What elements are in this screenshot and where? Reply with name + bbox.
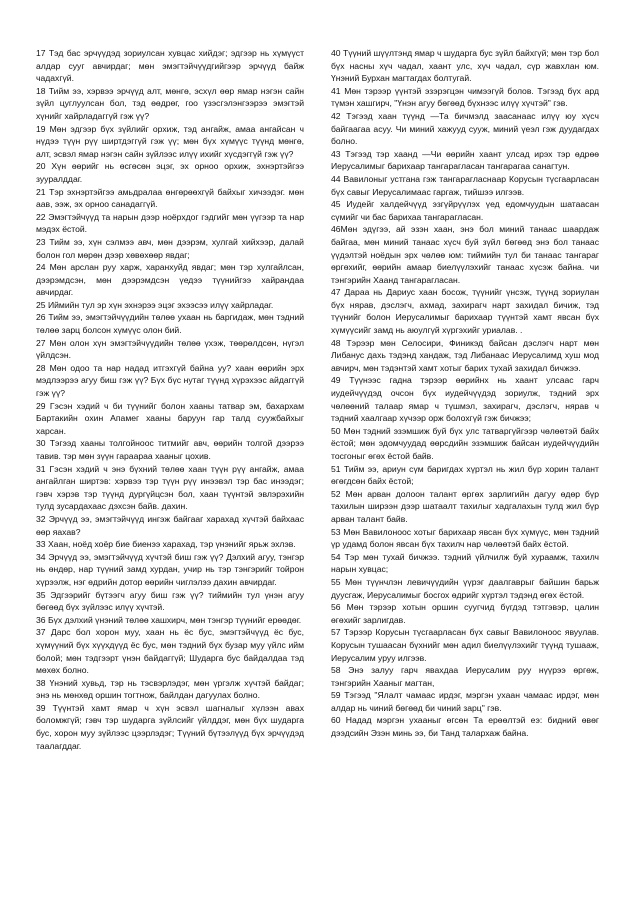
verse-52: 52 Мөн арван долоон талант өргөх зарлигийн дагуу өдөр бүр тахилын ширээн дээр шатаалт тахилыг хадгалахын тулд жил бүр арван талант байв. xyxy=(331,488,599,524)
verse-36: 36 Бүх дэлхий үнэний төлөө хашхирч, мөн тэнгэр түүнийг ерөөдөг. xyxy=(36,614,302,625)
verse-56: 56 Мөн тэрээр хотын оршин суугчид бүгдэд тэтгэвэр, цалин өгөхийг зарлигдав. xyxy=(331,602,599,625)
verse-33: 33 Хаан, ноёд хоёр бие биенээ харахад, тэр үнэнийг ярьж эхлэв. xyxy=(36,539,296,550)
verse-19: 19 Мөн эдгээр бүх зүйлийг орхиж, тэд ангайж, амаа ангайсан ч нүдээ түүн рүү ширтдэггүй гэж үү; мөн бүх хүмүүс түүнд мөнгө, алт, эсвэл ямар нэгэн сайн зүйлээс илүү ихийг хүсдэггүй гэж үү? xyxy=(36,123,304,159)
verse-45: 45 Иудейг халдейчүүд эзгүйрүүлэх үед едомчуудын шатаасан сүмийг чи бас барихаа тангарагласан. xyxy=(331,199,599,222)
verse-47: 47 Дараа нь Дариус хаан босож, түүнийг үнсэж, түүнд зориулан бүх нярав, дэслэгч, ахмад, захирагч нарт захидал бичиж, тэд түүнийг болон Иерусалимыг барихаар түүнтэй хамт явсан бүх хүмүүсийг замд нь аюулгүй хүргэхийг уриалав. . xyxy=(331,287,599,336)
left-column xyxy=(36,47,304,752)
verse-28: 28 Мөн одоо та нар надад итгэхгүй байна уу? хаан өөрийн эрх мэдлээрээ агуу биш гэж үү? Бүх бүс нутаг түүнд хүрэхээс айдаггүй гэж үү? xyxy=(36,362,304,399)
verse-41: 41 Мөн тэрээр үүнтэй эзэрэгцэн чимээгүй болов. Тэгээд бүх ард түмэн хашгирч, "Үнэн агуу бөгөөд бүхнээс илүү хүчтэй" гэв. xyxy=(331,85,599,109)
verse-53: 53 Мөн Вавилоноос хотыг барихаар явсан бүх хүмүүс, мөн тэдний үр удамд болон явсан бүх тахилч нар чөлөөтэй байх ёстой. xyxy=(331,526,599,550)
verse-21: 21 Тэр эхнэртэйгээ амьдралаа өнгөрөөхгүй байхыг хичээдэг. мөн аав, ээж, эх орноо санадаггүй. xyxy=(36,186,304,210)
verse-27: 27 Мөн олон хүн эмэгтэйчүүдийн төлөө үхэж, төөрөлдсөн, нүгэл үйлдсэн. xyxy=(36,337,304,361)
verse-37: 37 Дарс бол хорон муу, хаан нь ёс бус, эмэгтэйчүүд ёс бус, хүмүүний бүх хүүхдүүд ёс бус, мөн тэдний бүх бузар муу үйлс ийм болой; мөн тэдгээрт үнэн байдаггүй; Шударга бус байдалдаа тэд мөхөх болно. xyxy=(36,627,304,676)
verse-60: 60 Надад мэргэн ухааныг өгсөн Та ерөөлтэй еэ: бидний өвөг дээдсийн Эзэн минь ээ, би Танд талархаж байна. xyxy=(331,715,599,739)
verse-51: 51 Тийм ээ, ариун сүм баригдах хүртэл нь жил бүр хорин талант өгөгдсөн байх ёстой; xyxy=(331,463,599,487)
verse-30: 30 Тэгээд хааны толгойноос титмийг авч, өөрийн толгой дээрээ тавив. тэр мөн зүүн гараараа хааныг цохив. xyxy=(36,438,304,461)
verse-43: 43 Тэгээд тэр хаанд —Чи өөрийн хаант улсад ирэх тэр өдрөө Иерусалимыг барихаар тангарагласан тангарагаа санагтун. xyxy=(331,148,599,172)
verse-38: 38 Үнэний хувьд, тэр нь тэсвэрлэдэг, мөн үргэлж хүчтэй байдаг; энэ нь мөнхөд оршин тогтнож, байлдан дагуулах болно. xyxy=(36,677,304,701)
verse-31: 31 Гэсэн хэдий ч энэ бүхний төлөө хаан түүн рүү ангайж, амаа ангайлган ширтэв: хэрвээ тэр түүн рүү инээвэл тэр бас инээдэг; гэвч хэрэв тэр түүнд дургүйцсэн бол, хаан түүнтэй эвлэрэхийн тулд зусардахаас дэхсэн байв. дахин. xyxy=(36,463,304,512)
verse-39: 39 Түүнтэй хамт ямар ч хүн эсвэл шагналыг хүлээн авах боломжгүй; гэвч тэр шударга зүйлсийг үйлддэг, мөн бүх шударга бус, хорон муу зүйлээс цээрлэдэг; Түүний бүтээлүүд бүх эрчүүдэд таалагддаг. xyxy=(36,702,304,751)
verse-18: 18 Тийм ээ, хэрвээ эрчүүд алт, мөнгө, эсхүл өөр ямар нэгэн сайн зүйл цуглуулсан бол, тэд өөдрөг, гоо үзэсгэлэнгээрээ эмэгтэй хүнийг хайрладаггүй гэж үү? xyxy=(36,85,304,121)
verse-46: 46Мөн эдүгээ, ай эзэн хаан, энэ бол миний танаас шаардаж байгаа, мөн миний танаас хүсч буй зүйл бөгөөд энэ бол танаас үүдэлтэй ноёдын эрх чөлөө юм: тиймийн тул би танаас тангараг өргөхийг, өөрийн амаар биелүүлэхийг танаас хүсэж байна. чи тэнгэрийн Хаанд тангарагласан. xyxy=(331,224,599,285)
verse-32: 32 Эрчүүд ээ, эмэгтэйчүүд ингэж байгааг харахад хүчтэй байхаас өөр яахав? xyxy=(36,513,304,537)
verse-49: 49 Түүнээс гадна тэрээр өөрийнх нь хаант улсаас гарч иудейчүүдэд очсон бүх иудейчүүдэд зориулж, тэдний эрх чөлөөний талаар ямар ч түшмэл, захирагч, дэслэгч, нярав ч тэдний хаалгаар хүчээр орж болохгүй гэж бичжээ; xyxy=(331,375,599,424)
verse-20: 20 Хүн өөрийг нь өсгөсөн эцэг, эх орноо орхиж, эхнэртэйгээ зууралддаг. xyxy=(36,161,304,184)
verse-42: 42 Тэгээд хаан түүнд —Та бичмэлд заасанаас илүү юу хүсч байгаагаа асуу. Чи миний хажууд сууж, миний үеэл гэж дуудагдах болно. xyxy=(331,110,599,147)
verse-55: 55 Мөн түүнчлэн левичүүдийн үүрэг даалгаврыг байшин барьж дуусгаж, Иерусалимыг босгох өдрийг хүртэл тэдэнд өгөх ёстой. xyxy=(331,576,599,600)
verse-44: 44 Вавилоныг устгана гэж тангарагласнаар Корусын түсгаарласан бүх савыг Иерусалимаас гаргаж, тийшээ илгээв. xyxy=(331,173,599,197)
verse-34: 34 Эрчүүд ээ, эмэгтэйчүүд хүчтэй биш гэж үү? Дэлхий агуу, тэнгэр нь өндөр, нар түүний замд хурдан, учир нь тэр тэнгэрийг тойрон хүрээлж, нэг өдрийн дотор өөрийн чиглэлээ дахин авчирдаг. xyxy=(36,551,304,587)
right-column xyxy=(331,47,599,740)
verse-26: 26 Тийм ээ, эмэгтэйчүүдийн төлөө ухаан нь баргидаж, мөн тэдний төлөө зарц болсон хүмүүс олон бий. xyxy=(36,312,304,336)
verse-50: 50 Мөн тэдний эзэмшиж буй бүх улс татваргүйгээр чөлөөтэй байх ёстой; мөн эдомчуудад өөрсдийн эзэмшиж байсан иудейчүүдийн тосгоныг өгөх ёстой байв. xyxy=(331,425,599,461)
verse-23: 23 Тийм ээ, хүн сэлмээ авч, мөн дээрэм, хулгай хийхээр, далай болон гол мөрөн дээр хөвөхөөр явдаг; xyxy=(36,236,304,260)
verse-25: 25 Иймийн тул эр хүн эхнэрээ эцэг эхээсээ илүү хайрладаг. xyxy=(36,299,274,310)
verse-59: 59 Тэгээд "Ялалт чамаас ирдэг, мэргэн ухаан чамаас ирдэг, мөн алдар нь чиний бөгөөд би чиний зарц" гэв. xyxy=(331,690,599,713)
verse-57: 57 Тэрээр Корусын түсгаарласан бүх савыг Вавилоноос явуулав. Корусын тушаасан бүхнийг мөн адил биелүүлэхийг түүнд тушааж, Иерусалим уруу илгээв. xyxy=(331,627,599,663)
verse-35: 35 Эдгээрийг бүтээгч агуу биш гэж үү? тиймийн тул үнэн агуу бөгөөд бүх зүйлээс илүү хүчтэй. xyxy=(36,589,304,613)
verse-24: 24 Мөн арслан руу харж, харанхуйд явдаг; мөн тэр хулгайлсан, дээрэмдсэн, мөн дээрэмдсэн үедээ түүнийгээ хайрандаа авчирдаг. xyxy=(36,262,304,298)
verse-58: 58 Энэ залуу гарч явахдаа Иерусалим руу нүүрээ өргөж, тэнгэрийн Хааныг магтан, xyxy=(331,665,599,688)
verse-40: 40 Түүний шүүлтэнд ямар ч шударга бус зүйл байхгүй; мөн тэр бол бүх насны хүч чадал, хаант улс, хүч чадал, сүр жавхлан юм. Үнэний Бурхан магтагдах болтугай. xyxy=(331,48,599,84)
verse-48: 48 Тэрээр мөн Селосири, Финикэд байсан дэслэгч нарт мөн Либанус дахь тэдэнд хандаж, тэд Либанаас Иерусалимд хуш мод авчирч, мөн тэдэнтэй хамт хотыг барих тухай захидал бичжээ. xyxy=(331,337,599,373)
verse-54: 54 Тэр мөн тухай бичжээ. тэдний үйлчилж буй хураамж, тахилч нарын хувцас; xyxy=(331,551,599,575)
verse-22: 22 Эмэгтэйчүүд та нарын дээр ноёрхдог гэдгийг мөн үүгээр та нар мэдэх ёстой. xyxy=(36,211,304,235)
verse-17: 17 Тэд бас эрчүүдэд зориулсан хувцас хийдэг; эдгээр нь хүмүүст алдар сууг авчирдаг; мөн эмэгтэйчүүдгийгээр эрчүүд байж чадахгүй. xyxy=(36,48,304,84)
verse-29: 29 Гэсэн хэдий ч би түүнийг болон хааны татвар эм, бахархам Бартакийн охин Апамег хааны баруун гар талд суужбайхыг харсан. xyxy=(36,400,304,436)
